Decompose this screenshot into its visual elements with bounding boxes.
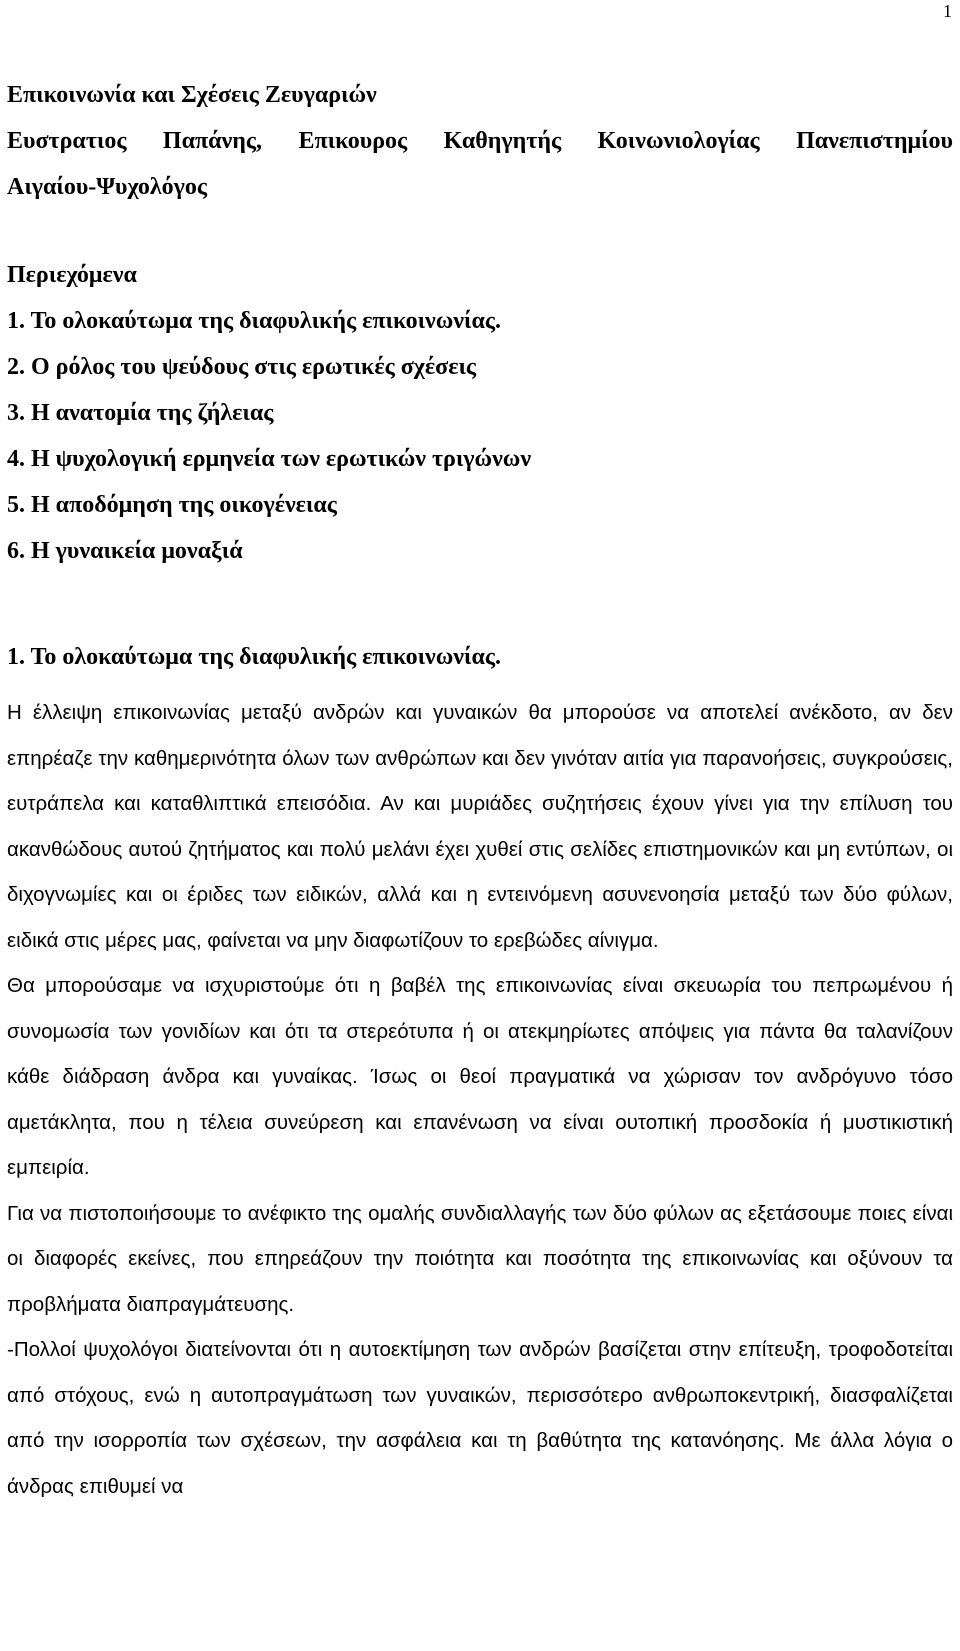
section-heading: 1. Το ολοκαύτωμα της διαφυλικής επικοινωνίας. bbox=[7, 644, 501, 670]
paragraph: Θα μπορούσαμε να ισχυριστούμε ότι η βαβέλ της επικοινωνίας είναι σκευωρία του πεπρωμένου ή συνομωσία των γονιδίων και ότι τα στερεότυπα ή οι ατεκμηρίωτες απόψεις για πάντα θα ταλανίζουν κάθε διάδραση άνδρα και γυναίκας. Ίσως οι θεοί πραγματικά να χώρισαν τον ανδρόγυνο τόσο αμετάκλητα, που η τέλεια συνεύρεση και επανένωση να είναι ουτοπική προσδοκία ή μυστικιστική εμπειρία. bbox=[7, 974, 953, 1179]
toc-heading: Περιεχόμενα bbox=[7, 262, 137, 288]
body-text bbox=[7, 690, 953, 1509]
toc-item: 1. Το ολοκαύτωμα της διαφυλικής επικοινωνίας. bbox=[7, 308, 501, 334]
document-header bbox=[7, 72, 953, 210]
paragraph: Για να πιστοποιήσουμε το ανέφικτο της ομαλής συνδιαλλαγής των δύο φύλων ας εξετάσουμε ποιες είναι οι διαφορές εκείνες, που επηρεάζουν την ποιότητα και ποσότητα της επικοινωνίας και οξύνουν τα προβλήματα διαπραγμάτευσης. bbox=[7, 1201, 953, 1316]
page-number: 1 bbox=[943, 1, 952, 21]
toc-item: 6. Η γυναικεία μοναξιά bbox=[7, 538, 243, 564]
toc-item: 3. Η ανατομία της ζήλειας bbox=[7, 400, 274, 426]
table-of-contents bbox=[7, 252, 953, 574]
toc-item: 2. Ο ρόλος του ψεύδους στις ερωτικές σχέσεις bbox=[7, 354, 477, 380]
toc-item: 4. Η ψυχολογική ερμηνεία των ερωτικών τριγώνων bbox=[7, 446, 532, 472]
toc-item: 5. Η αποδόμηση της οικογένειας bbox=[7, 492, 337, 518]
document-title: Επικοινωνία και Σχέσεις Ζευγαριών bbox=[7, 82, 377, 108]
paragraph: -Πολλοί ψυχολόγοι διατείνονται ότι η αυτοεκτίμηση των ανδρών βασίζεται στην επίτευξη, τροφοδοτείται από στόχους, ενώ η αυτοπραγμάτωση των γυναικών, περισσότερο ανθρωποκεντρική, διασφαλίζεται από την ισορροπία των σχέσεων, την ασφάλεια και τη βαθύτητα της κατανόησης. Με άλλα λόγια ο άνδρας επιθυμεί να bbox=[7, 1338, 953, 1498]
author-line: Ευστρατιος Παπάνης, Επικουρος Καθηγητής Κοινωνιολογίας Πανεπιστημίου bbox=[7, 128, 953, 154]
paragraph: Η έλλειψη επικοινωνίας μεταξύ ανδρών και γυναικών θα μπορούσε να αποτελεί ανέκδοτο, αν δεν επηρέαζε την καθημερινότητα όλων των ανθρώπων και δεν γινόταν αιτία για παρανοήσεις, συγκρούσεις, ευτράπελα και καταθλιπτικά επεισόδια. Αν και μυριάδες συζητήσεις έχουν γίνει για την επίλυση του ακανθώδους αυτού ζητήματος και πολύ μελάνι έχει χυθεί στις σελίδες επιστημονικών και μη εντύπων, οι διχογνωμίες και οι έριδες των ειδικών, αλλά και η εντεινόμενη ασυνενοησία μεταξύ των δύο φύλων, ειδικά στις μέρες μας, φαίνεται να μην διαφωτίζουν το ερεβώδες αίνιγμα. bbox=[7, 701, 953, 952]
author-affiliation: Αιγαίου-Ψυχολόγος bbox=[7, 174, 207, 200]
